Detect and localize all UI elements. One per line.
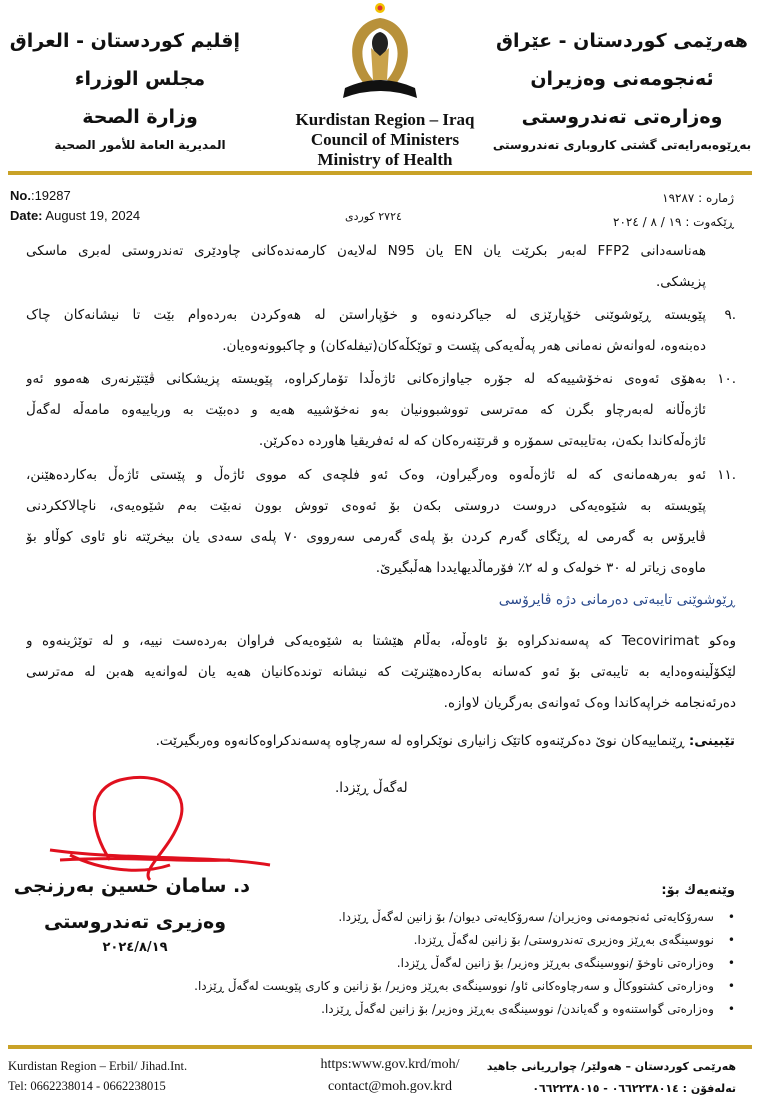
kurdish-number: ژمارە : ١٩٢٨٧ xyxy=(662,191,734,205)
footer-website-link[interactable]: https:www.gov.krd/moh/ xyxy=(320,1057,460,1072)
text-line: بەهۆی ئەوەی نەخۆشییەکە لە جۆرە جیاوازەکانی ئاژەڵدا تۆمارکراوە، پێویستە پزیشکانی ڤێتێرنەری هەموو ئەو xyxy=(26,371,706,387)
reference-kurdish xyxy=(613,186,734,234)
note-label: تێبینی: xyxy=(688,733,735,749)
kurdish-region-title: هەرێمی کوردستان - عێراق xyxy=(496,30,748,52)
list-item: • وەزارەتی ناوخۆ /نووسینگەی بەڕێز وەزیر/ بۆ زانین لەگەڵ ڕێزدا. xyxy=(194,952,735,975)
arabic-directorate: المديرية العامة للأمور الصحية xyxy=(54,138,226,152)
date-label: Date: xyxy=(10,208,43,223)
list-item: • وەزارەتی کشتووکاڵ و سەرچاوەکانی ئاو/ نووسینگەی بەڕێز وەزیر/ بۆ زانین و کاری پێویست لەگەڵ ڕێزدا. xyxy=(194,975,735,998)
item-number: .١١ xyxy=(717,467,736,483)
kurdistan-emblem-icon xyxy=(325,0,435,110)
footer-email-link[interactable]: contact@moh.gov.krd xyxy=(328,1079,452,1094)
kurdish-ministry-title: وەزارەتی تەندروستی xyxy=(521,106,723,128)
arabic-ministry-title: وزارة الصحة xyxy=(82,106,198,128)
footer-english xyxy=(8,1056,187,1096)
signature-date: ٢٠٢٤/٨/١٩ xyxy=(102,940,168,955)
kurdish-directorate: بەڕێوەبەرایەتی گشتی کاروباری تەندروستی xyxy=(492,138,752,152)
header-divider xyxy=(8,171,752,175)
english-region-title: Kurdistan Region – Iraq xyxy=(295,110,475,129)
text-line: لێکۆڵینەوەدایە بە تایبەتی بۆ ئەو کەسانە بەکاردەهێنرێت کە نیشانە توندەکانیان هەیە یان لەوانەیە هەبن لە مەترسی xyxy=(26,664,736,680)
kurdish-letterhead xyxy=(480,22,764,152)
number-label: No. xyxy=(10,188,31,203)
paragraph-11 xyxy=(26,460,706,584)
handwritten-signature xyxy=(30,760,280,900)
item-number: .١٠ xyxy=(717,371,736,387)
text-line: دەبنەوە، لەوانەش نەمانی هەر پەڵەیەکی پێست و توێکڵەکان(تیفلەکان) و چاکبوونەوەیان. xyxy=(222,338,706,354)
text-line: هەناسەدانی FFP2 لەبەر بکرێت یان EN یان N95 لەلایەن کارمەندەکانی چاودێری تەندروستی لەبری ماسکی xyxy=(26,243,706,259)
date-value: August 19, 2024 xyxy=(45,208,141,223)
footer-phone: Tel: 0662238014 - 0662238015 xyxy=(8,1079,166,1093)
english-council-title: Council of Ministers xyxy=(310,130,460,149)
text-line: دەرئەنجامە خراپەکاندا وەک ئەوانەی بەرگریان لاوازە. xyxy=(443,695,736,711)
list-item: • سەرۆکایەتی ئەنجومەنی وەزیران/ سەرۆکایەتی دیوان/ بۆ زانین لەگەڵ ڕێزدا. xyxy=(194,906,735,929)
kurdish-year: ٢٧٢٤ کوردی xyxy=(345,210,402,223)
text-line: پزیشکی. xyxy=(655,274,706,290)
text-line: ئاژەڵانە لەبەرچاو بگرن کە مەترسی تووشبوونیان بەو نەخۆشییە هەیە و دەبێت بە وریاییەوە مامەڵە لەگەڵ xyxy=(26,402,706,418)
english-ministry-title: Ministry of Health xyxy=(317,150,453,169)
section-heading: ڕێوشوێنی تایبەتی دەرمانی دژە ڤایرۆسی xyxy=(498,592,735,608)
text-line: ئەو بەرهەمانەی کە لە ئاژەڵەوە وەرگیراون، وەک ئەو فلچەی کە مووی ئاژەڵ و پێستی ئاژەڵ بەکاردەهێنن، xyxy=(26,467,706,483)
kurdish-date: ڕێکەوت : ١٩ / ٨ / ٢٠٢٤ xyxy=(613,215,734,229)
text-line: پێویستە ڕێوشوێنی خۆپارێزی لە جیاکردنەوە و خۆپاراستن لە هەوکردن بەردەوام بێت تا نیشانەکان چاک xyxy=(26,307,706,323)
text-line: وەکو Tecovirimat کە پەسەندکراوە بۆ ئاوەڵە، بەڵام هێشتا بە شێوەیەکی فراوان بەردەست نییە، و لە توێژینەوە و xyxy=(26,633,736,649)
kurdish-council-title: ئەنجومەنی وەزیران xyxy=(530,68,714,90)
item-number: .٩ xyxy=(724,307,736,323)
note xyxy=(156,733,735,749)
paragraph-10 xyxy=(26,364,706,457)
paragraph-9 xyxy=(26,300,706,362)
footer-kurdish-phone: تەلەفۆن : ٠٦٦٢٢٣٨٠١٤ - ٠٦٦٢٢٣٨٠١٥ xyxy=(532,1082,736,1095)
paragraph-8-continued xyxy=(26,236,706,298)
text-line: ڤایرۆس بە گەرمی لە ڕێگای گەرم کردن بۆ پلەی گەرمی سەرووی ٧٠ پلەی سەدی یان بیخرێتە ناو ئاوی کوڵاو بۆ xyxy=(26,529,706,545)
reference-english xyxy=(10,186,140,226)
closing-regards: لەگەڵ ڕێزدا. xyxy=(335,780,408,796)
signatory-name: د. سامان حسین بەرزنجی xyxy=(13,875,250,897)
english-letterhead xyxy=(295,110,475,170)
list-item: • نووسینگەی بەڕێز وەزیری تەندروستی/ بۆ زانین لەگەڵ ڕێزدا. xyxy=(194,929,735,952)
footer-address: Kurdistan Region – Erbil/ Jihad.Int. xyxy=(8,1059,188,1073)
copy-to-list xyxy=(194,906,735,1021)
list-item: • وەزارەتی گواستنەوە و گەیاندن/ نووسینگەی بەڕێز وەزیر/ بۆ زانین لەگەڵ ڕێزدا. xyxy=(194,998,735,1021)
arabic-region-title: إقليم كوردستان - العراق xyxy=(9,30,240,52)
signatory-title: وەزیری تەندروستی xyxy=(43,911,227,933)
footer-kurdish-address: هەرێمی کوردستان – هەولێر/ چوارڕیانی جاهید xyxy=(486,1060,736,1073)
note-text: ڕێنماییەکان نوێ دەکرێنەوە کاتێک زانیاری نوێکراوە لە سەرچاوە پەسەندکراوەکانەوە وەربگیرێت. xyxy=(155,733,689,749)
footer-divider xyxy=(8,1045,752,1049)
footer-kurdish xyxy=(487,1056,736,1100)
copy-to-label: وێنەیەك بۆ: xyxy=(661,883,735,898)
arabic-council-title: مجلس الوزراء xyxy=(74,68,206,90)
text-line: پێویستە بە شێوەیەکی دروست دروستی بکەن بۆ ئەوەی تووش بوون نەبێت بەم شێوەیەی، ناچالاککردنی xyxy=(26,498,706,514)
text-line: ئاژەڵەکاندا بکەن، بەتایبەتی سمۆرە و قرتێنەرەکان کە لە ئەفریقیا هاوردە دەکرێن. xyxy=(258,433,706,449)
arabic-letterhead xyxy=(9,22,240,152)
footer-contact xyxy=(300,1054,480,1098)
number-value: :19287 xyxy=(30,188,71,203)
paragraph-tecovirimat xyxy=(26,626,736,719)
text-line: ماوەی زیاتر لە ٣٠ خولەک و لە ٢٪ فۆرماڵدیهایددا هەڵبگیرێ. xyxy=(375,560,706,576)
